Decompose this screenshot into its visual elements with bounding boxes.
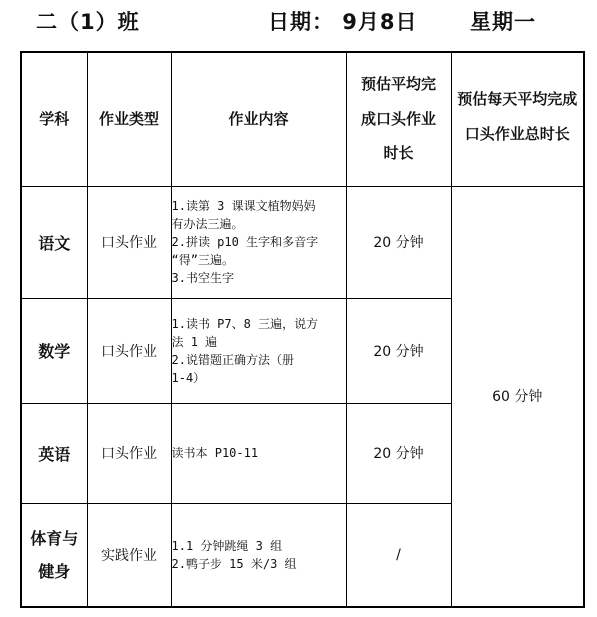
content-line: 1.读第 3 课课文植物妈妈: [171, 199, 316, 213]
content-line: 1-4）: [171, 370, 206, 385]
homework-table: [20, 51, 585, 608]
content-line: “得”三遍。: [171, 253, 234, 267]
duration-cell: 20 分钟: [346, 298, 451, 403]
col-header-daily-total-line2: 口头作业总时长: [464, 124, 570, 143]
page-header: [0, 6, 597, 36]
type-cell: 口头作业: [87, 186, 171, 298]
col-header-avg-time: [346, 52, 451, 186]
duration-cell: 20 分钟: [346, 403, 451, 503]
col-header-avg-time-line3: 时长: [383, 144, 414, 163]
type-cell: 口头作业: [87, 298, 171, 403]
col-header-daily-total: [451, 52, 584, 186]
col-header-content: 作业内容: [171, 52, 346, 186]
subject-cell: 英语: [21, 403, 87, 503]
content-line: 读书本 P10-11: [171, 446, 259, 460]
subject-cell: 数学: [21, 298, 87, 403]
content-cell: [171, 186, 346, 298]
content-line: 3.书空生字: [171, 271, 234, 285]
col-header-avg-time-line1: 预估平均完: [360, 75, 436, 94]
subject-cell: 语文: [21, 186, 87, 298]
col-header-type: 作业类型: [87, 52, 171, 186]
subject-line: 体育与: [30, 528, 79, 548]
content-line: 2.说错题正确方法（册: [171, 352, 294, 367]
duration-cell: 20 分钟: [346, 186, 451, 298]
table-header-row: [21, 52, 584, 186]
class-name: 二（1）班: [36, 10, 140, 34]
content-cell: [171, 503, 346, 607]
content-cell: [171, 403, 346, 503]
subject-cell: [21, 503, 87, 607]
content-line: 有办法三遍。: [171, 217, 244, 231]
date-label: 日期： 9月8日: [268, 10, 418, 34]
table-row: [21, 186, 584, 298]
weekday-label: 星期一: [470, 10, 536, 34]
col-header-subject: 学科: [21, 52, 87, 186]
content-line: 2.鸭子步 15 米/3 组: [171, 556, 297, 571]
content-line: 法 1 遍: [171, 334, 218, 349]
content-line: 1.读书 P7、8 三遍，说方: [171, 316, 319, 331]
daily-total-cell: 60 分钟: [451, 186, 584, 607]
duration-cell: /: [346, 503, 451, 607]
type-cell: 实践作业: [87, 503, 171, 607]
content-line: 2.拼读 p10 生字和多音字: [171, 235, 319, 249]
subject-line: 健身: [38, 561, 71, 581]
content-line: 1.1 分钟跳绳 3 组: [171, 538, 283, 553]
content-cell: [171, 298, 346, 403]
col-header-daily-total-line1: 预估每天平均完成: [457, 89, 578, 108]
type-cell: 口头作业: [87, 403, 171, 503]
col-header-avg-time-line2: 成口头作业: [360, 110, 436, 129]
